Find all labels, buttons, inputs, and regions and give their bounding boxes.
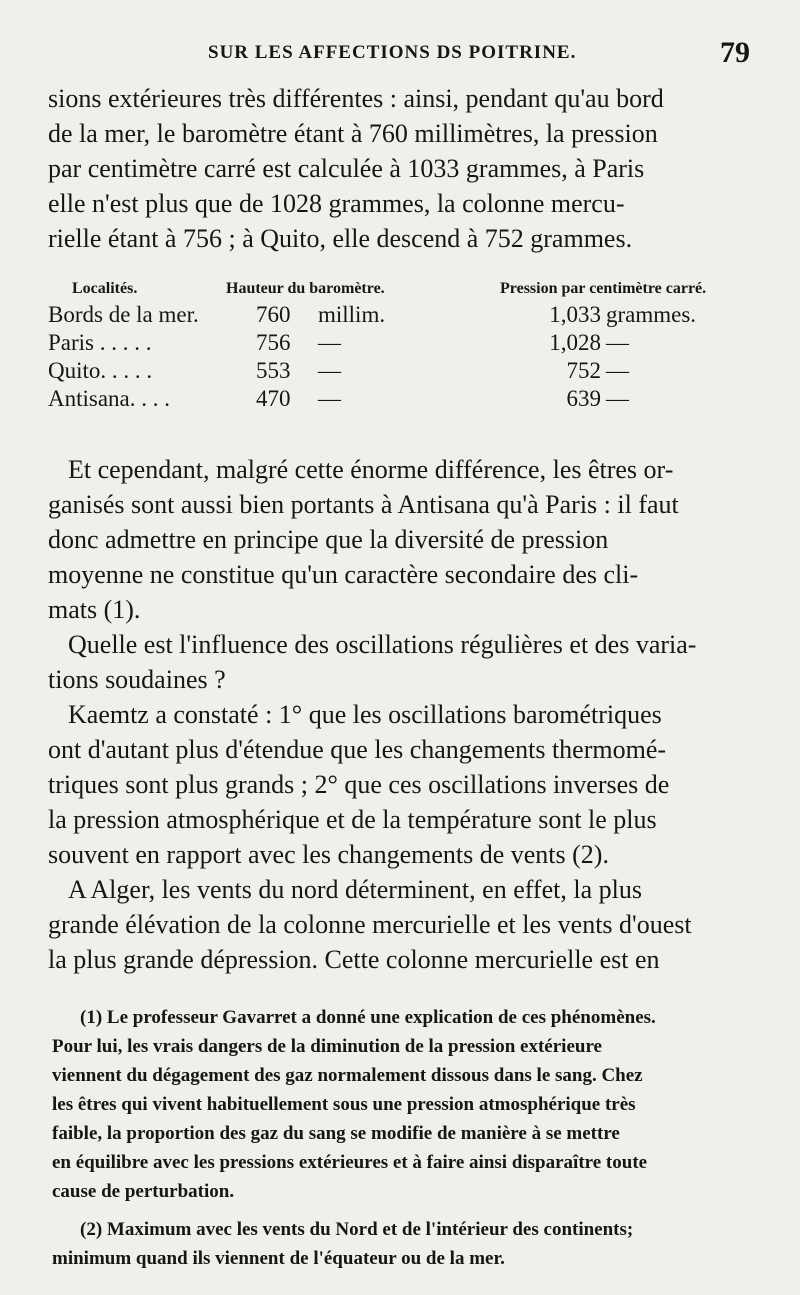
text-line: rielle étant à 756 ; à Quito, elle descend à 752 grammes. bbox=[48, 224, 633, 253]
cell-locality: Quito. . . . . bbox=[48, 358, 153, 383]
table-header bbox=[48, 276, 754, 302]
table-row bbox=[48, 302, 754, 330]
page-number: 79 bbox=[720, 36, 750, 69]
cell-pressure-unit: — bbox=[606, 330, 629, 355]
table-row bbox=[48, 386, 754, 414]
footnote-line: Pour lui, les vrais dangers de la diminution de la pression extérieure bbox=[52, 1036, 602, 1057]
footnote-line: minimum quand ils viennent de l'équateur ou de la mer. bbox=[52, 1248, 505, 1269]
cell-height: 756 bbox=[256, 330, 291, 355]
table-row bbox=[48, 330, 754, 358]
cell-pressure-unit: grammes. bbox=[606, 302, 697, 327]
cell-pressure: 639 bbox=[566, 386, 601, 411]
text-line: la pression atmosphérique et de la température sont le plus bbox=[48, 805, 657, 834]
cell-height-unit: — bbox=[318, 330, 341, 355]
cell-height-unit: millim. bbox=[318, 302, 386, 327]
text-line: la plus grande dépression. Cette colonne mercurielle est en bbox=[48, 945, 660, 974]
footnotes bbox=[52, 1003, 752, 1273]
cell-locality: Antisana. . . . bbox=[48, 386, 171, 411]
footnote-line: viennent du dégagement des gaz normalement dissous dans le sang. Chez bbox=[52, 1065, 643, 1086]
cell-pressure-unit: — bbox=[606, 358, 629, 383]
header-barometer-height: Hauteur du baromètre. bbox=[226, 280, 385, 297]
text-line: Quelle est l'influence des oscillations régulières et des varia- bbox=[68, 630, 697, 659]
cell-height: 470 bbox=[256, 386, 291, 411]
cell-pressure: 1,033 bbox=[549, 302, 601, 327]
text-line: donc admettre en principe que la diversité de pression bbox=[48, 525, 609, 554]
text-line: triques sont plus grands ; 2° que ces oscillations inverses de bbox=[48, 770, 670, 799]
cell-pressure: 1,028 bbox=[549, 330, 601, 355]
text-line: Kaemtz a constaté : 1° que les oscillations barométriques bbox=[68, 700, 662, 729]
text-line: par centimètre carré est calculée à 1033 grammes, à Paris bbox=[48, 154, 645, 183]
cell-pressure: 752 bbox=[566, 358, 601, 383]
text-line: elle n'est plus que de 1028 grammes, la colonne mercu- bbox=[48, 189, 625, 218]
cell-height-unit: — bbox=[318, 358, 341, 383]
footnote-line: cause de perturbation. bbox=[52, 1181, 235, 1202]
page-header bbox=[48, 38, 750, 72]
footnote-line: (1) Le professeur Gavarret a donné une explication de ces phénomènes. bbox=[80, 1007, 656, 1028]
header-pressure: Pression par centimètre carré. bbox=[500, 280, 707, 297]
text-line: A Alger, les vents du nord déterminent, en effet, la plus bbox=[68, 875, 642, 904]
text-line: sions extérieures très différentes : ainsi, pendant qu'au bord bbox=[48, 84, 664, 113]
paragraph-2 bbox=[48, 452, 754, 977]
cell-height: 553 bbox=[256, 358, 291, 383]
cell-locality: Paris . . . . . bbox=[48, 330, 152, 355]
pressure-table bbox=[48, 276, 754, 414]
paragraph-1 bbox=[48, 81, 754, 256]
text-line: souvent en rapport avec les changements de vents (2). bbox=[48, 840, 609, 869]
running-head: SUR LES AFFECTIONS DS POITRINE. bbox=[208, 42, 577, 63]
header-localities: Localités. bbox=[72, 280, 138, 297]
text-line: mats (1). bbox=[48, 595, 141, 624]
text-line: Et cependant, malgré cette énorme différence, les êtres or- bbox=[68, 455, 674, 484]
cell-height-unit: — bbox=[318, 386, 341, 411]
text-line: de la mer, le baromètre étant à 760 millimètres, la pression bbox=[48, 119, 658, 148]
footnote-line: faible, la proportion des gaz du sang se modifie de manière à se mettre bbox=[52, 1123, 620, 1144]
footnote-line: les êtres qui vivent habituellement sous une pression atmosphérique très bbox=[52, 1094, 636, 1115]
text-line: ganisés sont aussi bien portants à Antisana qu'à Paris : il faut bbox=[48, 490, 679, 519]
text-line: grande élévation de la colonne mercurielle et les vents d'ouest bbox=[48, 910, 692, 939]
footnote-line: en équilibre avec les pressions extérieures et à faire ainsi disparaître toute bbox=[52, 1152, 648, 1173]
text-line: moyenne ne constitue qu'un caractère secondaire des cli- bbox=[48, 560, 639, 589]
cell-pressure-unit: — bbox=[606, 386, 629, 411]
table-row bbox=[48, 358, 754, 386]
text-line: ont d'autant plus d'étendue que les changements thermomé- bbox=[48, 735, 667, 764]
text-line: tions soudaines ? bbox=[48, 665, 226, 694]
cell-locality: Bords de la mer. bbox=[48, 302, 199, 327]
cell-height: 760 bbox=[256, 302, 291, 327]
footnote-line: (2) Maximum avec les vents du Nord et de l'intérieur des continents; bbox=[80, 1219, 634, 1240]
